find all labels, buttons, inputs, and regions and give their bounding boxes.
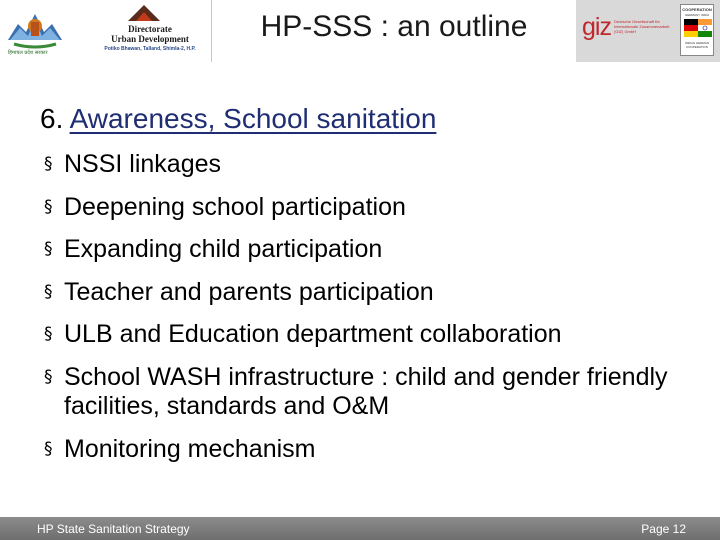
bullet-marker: §: [44, 366, 53, 387]
directorate-logo: [0, 0, 212, 62]
bullet-marker: §: [44, 324, 53, 345]
bullet-marker: §: [44, 281, 53, 302]
title-band: [212, 0, 576, 62]
hp-emblem-icon: [6, 6, 64, 50]
bullet-item: [44, 235, 694, 264]
bullet-item: [44, 150, 694, 179]
emblem-caption: हिमाचल प्रदेश सरकार: [8, 50, 48, 56]
bullet-item: [44, 320, 694, 349]
bullet-text: Deepening school participation: [64, 192, 406, 221]
cooperation-footer: INDIAN GERMAN COOPERATION: [684, 41, 710, 49]
directorate-address: Potiko Bhawan, Talland, Shimla-2, H.P.: [104, 46, 196, 52]
bullet-text: NSSI linkages: [64, 150, 222, 178]
giz-logo-panel: [576, 0, 720, 62]
section-heading: [40, 103, 436, 135]
bullet-list: [44, 150, 694, 477]
cooperation-badge: [680, 4, 714, 56]
directorate-name-line1: Directorate: [128, 24, 172, 34]
section-number: 6.: [40, 103, 64, 134]
india-flag-icon: [698, 19, 712, 37]
bullet-text: Expanding child participation: [64, 235, 383, 264]
giz-logo-text: giz: [582, 13, 611, 41]
bullet-text: ULB and Education department collaboration: [64, 320, 562, 349]
cooperation-text: GERMANY INDIA: [685, 13, 709, 17]
section-title: Awareness, School sanitation: [69, 103, 437, 134]
bullet-item: [44, 193, 694, 222]
cooperation-heading: COOPERATION: [682, 7, 712, 12]
bullet-item: [44, 278, 694, 307]
bullet-marker: §: [44, 196, 53, 217]
bullet-text: Teacher and parents participation: [64, 277, 434, 306]
slide-header: [0, 0, 720, 62]
slide-footer: [0, 517, 720, 540]
footer-title: HP State Sanitation Strategy: [37, 522, 190, 536]
slide-title: HP-SSS : an outline: [260, 10, 528, 43]
page-number: Page 12: [641, 522, 686, 536]
bullet-marker: §: [44, 239, 53, 260]
directorate-name-line2: Urban Development: [111, 34, 189, 44]
bullet-text: Monitoring mechanism: [64, 434, 316, 463]
giz-subtitle: Deutsche Gesellschaft für Internationale Zusammenarbeit (GIZ) GmbH: [614, 19, 670, 34]
bullet-marker: §: [44, 154, 53, 174]
directorate-mark-icon: [126, 3, 162, 23]
bullet-text: School WASH infrastructure : child and gender friendly facilities, standards and O&M: [64, 362, 668, 420]
bullet-marker: §: [44, 438, 53, 459]
germany-flag-icon: [684, 19, 698, 37]
bullet-item: [44, 363, 694, 421]
bullet-item: [44, 435, 694, 464]
